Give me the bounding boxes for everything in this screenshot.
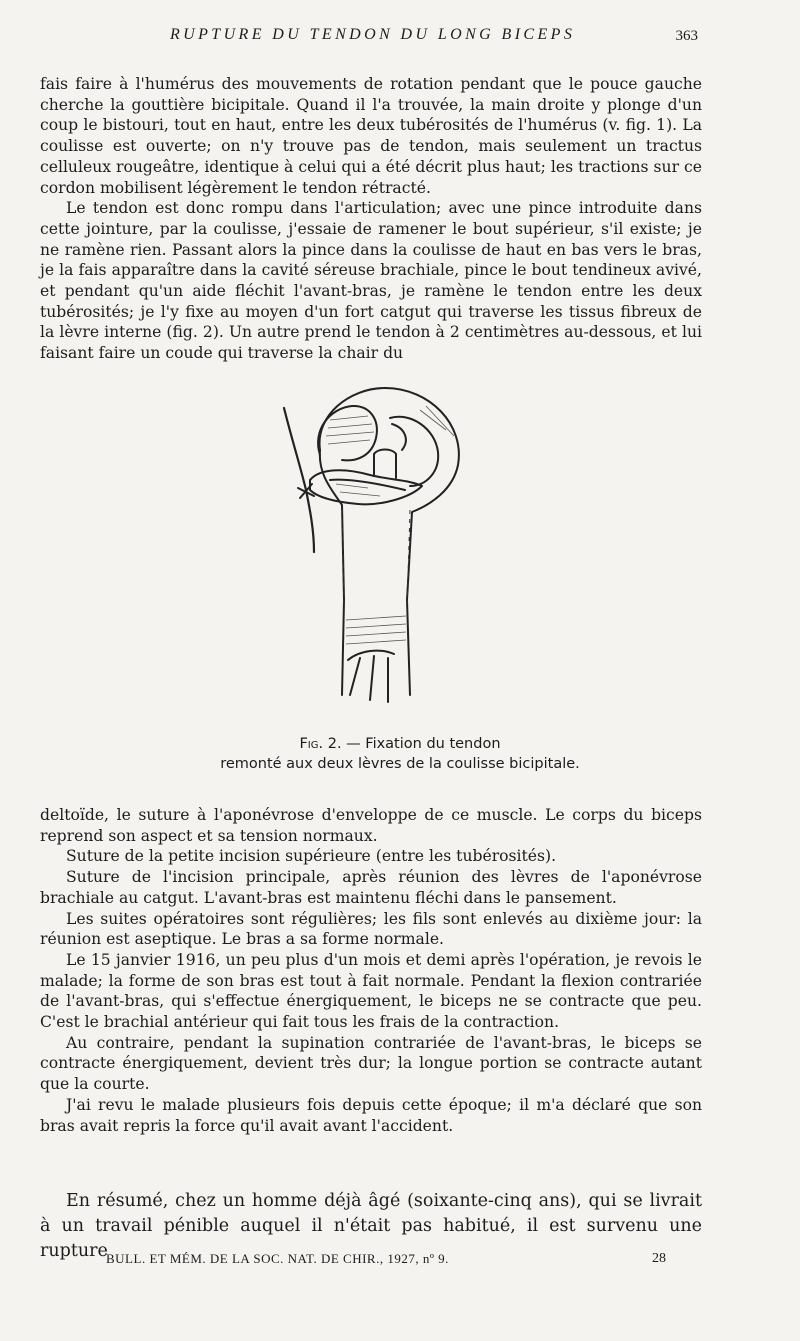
page-header [40,26,702,50]
sheet-number: 28 [652,1251,666,1266]
groove-edge [392,424,406,450]
humerus-outline-right [320,388,459,695]
journal-reference: BULL. ET MÉM. DE LA SOC. NAT. DE CHIR., 1927, nº 9. [106,1251,449,1266]
body-text-top [40,74,702,364]
page-number: 363 [675,28,698,44]
paragraph: Le tendon est donc rompu dans l'articulation; avec une pince introduite dans cette jointure, par la coulisse, j'essaie de ramener le bout supérieur, s'il existe; je ne ramène rien. Passant alors la pince dans la coulisse de haut en bas vers le bras, je la fais apparaître dans la cavité séreuse brachiale, pince le bout tendineux avivé, et pendant qu'un aide fléchit l'avant-bras, je ramène le tendon entre les deux tubérosités; je l'y fixe au moyen d'un fort catgut qui traverse les tissus fibreux de la lèvre interne (fig. 2). Un autre prend le tendon à 2 centimètres au-dessous, et lui faisant faire un coude qui traverse la chair du [40,199,702,363]
paragraph: Suture de la petite incision supérieure (entre les tubérosités). [66,847,557,866]
paragraph: J'ai revu le malade plusieurs fois depuis cette époque; il m'a déclaré que son bras avait repris la force qu'il avait avant l'accident. [40,1095,702,1135]
figure-humerus-illustration [270,380,470,715]
page-footer [106,1251,666,1271]
lower-tendon [348,651,394,702]
figure-label: Fig. 2. [299,736,342,752]
paragraph: Au contraire, pendant la supination contrariée de l'avant-bras, le biceps se contracte énergiquement, devient très dur; la longue portion se contracte autant que la courte. [40,1033,702,1094]
figure-caption [140,734,660,774]
tendon-loop [310,470,422,504]
caption-line-2: remonté aux deux lèvres de la coulisse bicipitale. [220,756,580,772]
paragraph: Le 15 janvier 1916, un peu plus d'un mois et demi après l'opération, je revois le malade; la forme de son bras est tout à fait normale. Pendant la flexion contrariée de l'avant-bras, qui s'effectue énergiquement, le biceps ne se contracte que peu. C'est le brachial antérieur qui fait tous les frais de la contraction. [40,950,702,1032]
paragraph: deltoïde, le suture à l'aponévrose d'enveloppe de ce muscle. Le corps du biceps reprend son aspect et sa tension normaux. [40,806,702,845]
paragraph: En résumé, chez un homme déjà âgé (soixante-cinq ans), qui se livrait à un travail pénible auquel il n'était pas habitué, il est survenu une rupture [40,1191,702,1261]
greater-tuberosity [318,406,377,460]
tendon-stump [374,450,396,479]
caption-text-1: — Fixation du tendon [346,736,501,752]
humerus-drawing [270,380,470,715]
body-text-bottom [40,805,702,1136]
humerus-outline-left [320,450,344,695]
paragraph: Suture de l'incision principale, après réunion des lèvres de l'aponévrose brachiale au catgut. L'avant-bras est maintenu fléchi dans le pansement. [40,868,702,907]
caption-line-1 [140,734,660,754]
paragraph: fais faire à l'humérus des mouvements de rotation pendant que le pouce gauche cherche la gouttière bicipitale. Quand il l'a trouvée, la main droite y plonge d'un coup le bistouri, tout en haut, entre les deux tubérosités de l'humérus (v. fig. 1). La coulisse est ouverte; on n'y trouve pas de tendon, mais seulement un tractus celluleux rougeâtre, identique à celui qui a été décrit plus haut; les tractions sur ce cordon mobilisent légèrement le tendon rétracté. [40,75,702,197]
running-title: RUPTURE DU TENDON DU LONG BICEPS [170,26,576,43]
paragraph: Les suites opératoires sont régulières; les fils sont enlevés au dixième jour: la réunion est aseptique. Le bras a sa forme normale. [40,909,702,949]
